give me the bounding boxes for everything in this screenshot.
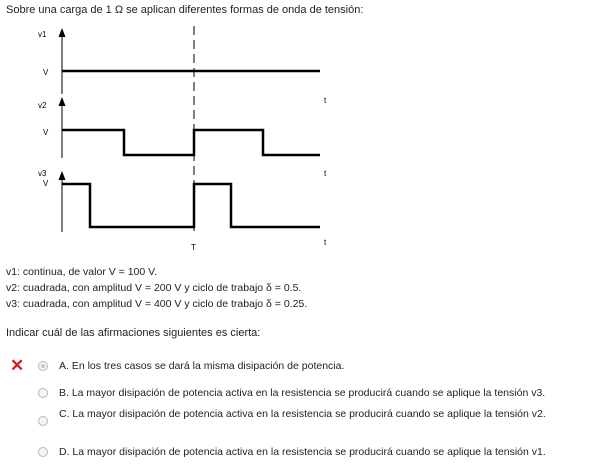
option-b-radio[interactable] [38, 388, 48, 398]
v1-amplitude-label: V [43, 68, 49, 77]
v2-amplitude-label: V [43, 128, 49, 137]
period-label: T [191, 243, 196, 252]
v3-waveform [62, 184, 320, 227]
v3-label: v3 [38, 169, 47, 178]
definition-v1: v1: continua, de valor V = 100 V. [6, 266, 158, 278]
question-prompt: Sobre una carga de 1 Ω se aplican diferentes formas de onda de tensión: [6, 4, 364, 16]
waveform-diagram [30, 26, 330, 258]
v3-time-label: t [324, 238, 327, 247]
option-c-radio[interactable] [38, 416, 48, 426]
option-c-label: C. La mayor disipación de potencia activa en la resistencia se producirá cuando se aplique la tensión v2. [59, 408, 546, 420]
definition-v2: v2: cuadrada, con amplitud V = 200 V y ciclo de trabajo δ = 0.5. [6, 282, 302, 294]
instruction-text: Indicar cuál de las afirmaciones siguientes es cierta: [6, 327, 261, 339]
v2-waveform [62, 130, 320, 155]
incorrect-mark-icon: ✕ [10, 356, 25, 375]
option-b-label: B. La mayor disipación de potencia activa en la resistencia se producirá cuando se aplique la tensión v3. [59, 387, 546, 399]
option-d-label: D. La mayor disipación de potencia activa en la resistencia se producirá cuando se aplique la tensión v1. [59, 446, 546, 458]
v2-time-label: t [324, 169, 327, 178]
option-d[interactable] [0, 444, 600, 462]
option-a[interactable] [0, 358, 600, 376]
option-a-label: A. En los tres casos se dará la misma disipación de potencia. [59, 360, 345, 372]
signal-v2 [38, 97, 327, 178]
v1-time-label: t [324, 96, 327, 105]
v1-axis-arrow [59, 28, 66, 37]
v1-label: v1 [38, 30, 47, 39]
option-d-radio[interactable] [38, 447, 48, 457]
v2-axis-arrow [59, 97, 66, 106]
v3-axis-arrow [59, 171, 66, 180]
definition-v3: v3: cuadrada, con amplitud V = 400 V y ciclo de trabajo δ = 0.25. [6, 298, 308, 310]
option-b[interactable] [0, 385, 600, 403]
option-c[interactable] [0, 406, 600, 424]
signal-v3 [38, 169, 327, 247]
v3-amplitude-label: V [43, 179, 49, 188]
signal-v1 [38, 28, 327, 105]
v2-label: v2 [38, 101, 47, 110]
option-a-radio[interactable] [38, 361, 48, 371]
